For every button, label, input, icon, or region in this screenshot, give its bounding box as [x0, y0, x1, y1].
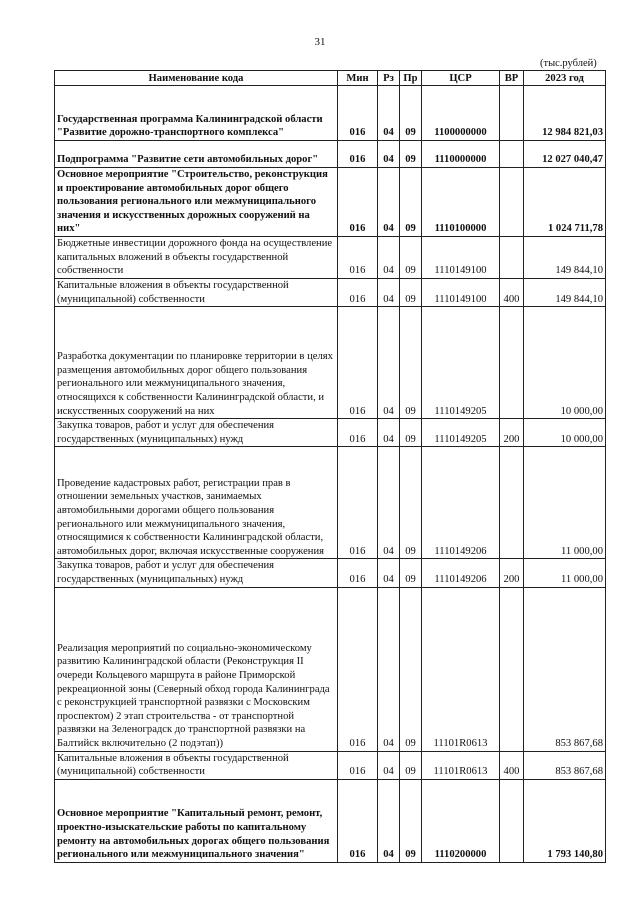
row-vr [500, 86, 524, 141]
row-vr [500, 141, 524, 168]
table-row [55, 141, 606, 168]
row-min: 016 [338, 168, 378, 237]
row-amount: 11 000,00 [524, 559, 606, 587]
row-vr [500, 237, 524, 279]
row-min: 016 [338, 279, 378, 307]
row-amount: 12 984 821,03 [524, 86, 606, 141]
row-rz: 04 [378, 751, 400, 779]
row-csr: 11101R0613 [422, 587, 500, 751]
row-name: Подпрограмма "Развитие сети автомобильных дорог" [55, 141, 338, 168]
row-vr [500, 779, 524, 862]
row-pr: 09 [400, 168, 422, 237]
table-row [55, 168, 606, 237]
row-csr: 11101R0613 [422, 751, 500, 779]
row-csr: 1110149205 [422, 419, 500, 447]
row-csr: 1110149100 [422, 279, 500, 307]
row-vr [500, 307, 524, 419]
row-amount: 853 867,68 [524, 751, 606, 779]
row-vr: 400 [500, 751, 524, 779]
row-vr: 200 [500, 419, 524, 447]
table-row [55, 447, 606, 559]
row-rz: 04 [378, 307, 400, 419]
row-amount: 1 793 140,80 [524, 779, 606, 862]
row-amount: 149 844,10 [524, 279, 606, 307]
row-amount: 10 000,00 [524, 307, 606, 419]
row-pr: 09 [400, 751, 422, 779]
row-rz: 04 [378, 447, 400, 559]
row-min: 016 [338, 141, 378, 168]
row-name: Капитальные вложения в объекты государственной (муниципальной) собственности [55, 751, 338, 779]
row-pr: 09 [400, 141, 422, 168]
row-amount: 149 844,10 [524, 237, 606, 279]
row-min: 016 [338, 751, 378, 779]
row-min: 016 [338, 307, 378, 419]
row-rz: 04 [378, 779, 400, 862]
row-name: Бюджетные инвестиции дорожного фонда на осуществление капитальных вложений в объекты государственной собственности [55, 237, 338, 279]
header-pr: Пр [400, 71, 422, 86]
row-name: Реализация мероприятий по социально-экономическому развитию Калининградской области (Реконструкция II очереди Кольцевого маршрута в районе Приморской рекреационной зоны (Северный обход города Калининграда с реконструкцией транспортной развязки с Московским проспектом) 2 этап строительства - от транспортной развязки на Зеленоградск до транспортной развязки на Балтийск включительно (2 подэтап)) [55, 587, 338, 751]
row-csr: 1110000000 [422, 141, 500, 168]
header-csr: ЦСР [422, 71, 500, 86]
row-pr: 09 [400, 307, 422, 419]
row-name: Основное мероприятие "Капитальный ремонт, ремонт, проектно-изыскательские работы по капитальному ремонту на автомобильных дорогах общего пользования регионального или межмуниципального значения" [55, 779, 338, 862]
row-rz: 04 [378, 559, 400, 587]
table-row [55, 307, 606, 419]
header-rz: Рз [378, 71, 400, 86]
row-pr: 09 [400, 447, 422, 559]
row-rz: 04 [378, 587, 400, 751]
row-min: 016 [338, 447, 378, 559]
row-name: Закупка товаров, работ и услуг для обеспечения государственных (муниципальных) нужд [55, 559, 338, 587]
row-amount: 1 024 711,78 [524, 168, 606, 237]
row-min: 016 [338, 237, 378, 279]
table-row [55, 751, 606, 779]
row-min: 016 [338, 559, 378, 587]
row-rz: 04 [378, 168, 400, 237]
row-name: Государственная программа Калининградской области "Развитие дорожно-транспортного комплекса" [55, 86, 338, 141]
row-pr: 09 [400, 587, 422, 751]
table-row [55, 587, 606, 751]
units-label: (тыс.рублей) [540, 58, 597, 69]
row-vr [500, 447, 524, 559]
row-rz: 04 [378, 237, 400, 279]
row-vr [500, 587, 524, 751]
row-rz: 04 [378, 279, 400, 307]
row-amount: 853 867,68 [524, 587, 606, 751]
row-pr: 09 [400, 419, 422, 447]
table-row [55, 86, 606, 141]
row-min: 016 [338, 587, 378, 751]
table-header-row [55, 71, 606, 86]
row-pr: 09 [400, 559, 422, 587]
row-csr: 1110149205 [422, 307, 500, 419]
header-year: 2023 год [524, 71, 606, 86]
row-rz: 04 [378, 86, 400, 141]
row-vr: 400 [500, 279, 524, 307]
row-name: Проведение кадастровых работ, регистрации прав в отношении земельных участков, занимаемых автомобильными дорогами общего пользования регионального или межмуниципального значения, относящимися к собственности Калининградской области, автомобильных дорог, включая искусственные сооружения [55, 447, 338, 559]
row-csr: 1110149206 [422, 559, 500, 587]
row-amount: 10 000,00 [524, 419, 606, 447]
table-row [55, 559, 606, 587]
row-pr: 09 [400, 237, 422, 279]
row-amount: 11 000,00 [524, 447, 606, 559]
row-rz: 04 [378, 141, 400, 168]
table-row [55, 779, 606, 862]
row-csr: 1110200000 [422, 779, 500, 862]
row-amount: 12 027 040,47 [524, 141, 606, 168]
row-vr [500, 168, 524, 237]
page-number: 31 [314, 36, 326, 48]
row-name: Закупка товаров, работ и услуг для обеспечения государственных (муниципальных) нужд [55, 419, 338, 447]
row-pr: 09 [400, 86, 422, 141]
row-name: Капитальные вложения в объекты государственной (муниципальной) собственности [55, 279, 338, 307]
row-rz: 04 [378, 419, 400, 447]
row-csr: 1110149206 [422, 447, 500, 559]
row-pr: 09 [400, 279, 422, 307]
row-pr: 09 [400, 779, 422, 862]
row-vr: 200 [500, 559, 524, 587]
budget-table [54, 70, 606, 863]
row-min: 016 [338, 779, 378, 862]
row-name: Основное мероприятие "Строительство, реконструкция и проектирование автомобильных дорог общего пользования регионального или межмуниципального значения и искусственных дорожных сооружений на них" [55, 168, 338, 237]
table-row [55, 237, 606, 279]
row-csr: 1110100000 [422, 168, 500, 237]
header-name: Наименование кода [55, 71, 338, 86]
row-csr: 1100000000 [422, 86, 500, 141]
table-row [55, 279, 606, 307]
row-name: Разработка документации по планировке территории в целях размещения автомобильных дорог общего пользования регионального или межмуниципального значения, относящихся к собственности Калининградской области, и искусственных сооружений на них [55, 307, 338, 419]
header-min: Мин [338, 71, 378, 86]
row-min: 016 [338, 86, 378, 141]
header-vr: ВР [500, 71, 524, 86]
table-row [55, 419, 606, 447]
row-csr: 1110149100 [422, 237, 500, 279]
row-min: 016 [338, 419, 378, 447]
